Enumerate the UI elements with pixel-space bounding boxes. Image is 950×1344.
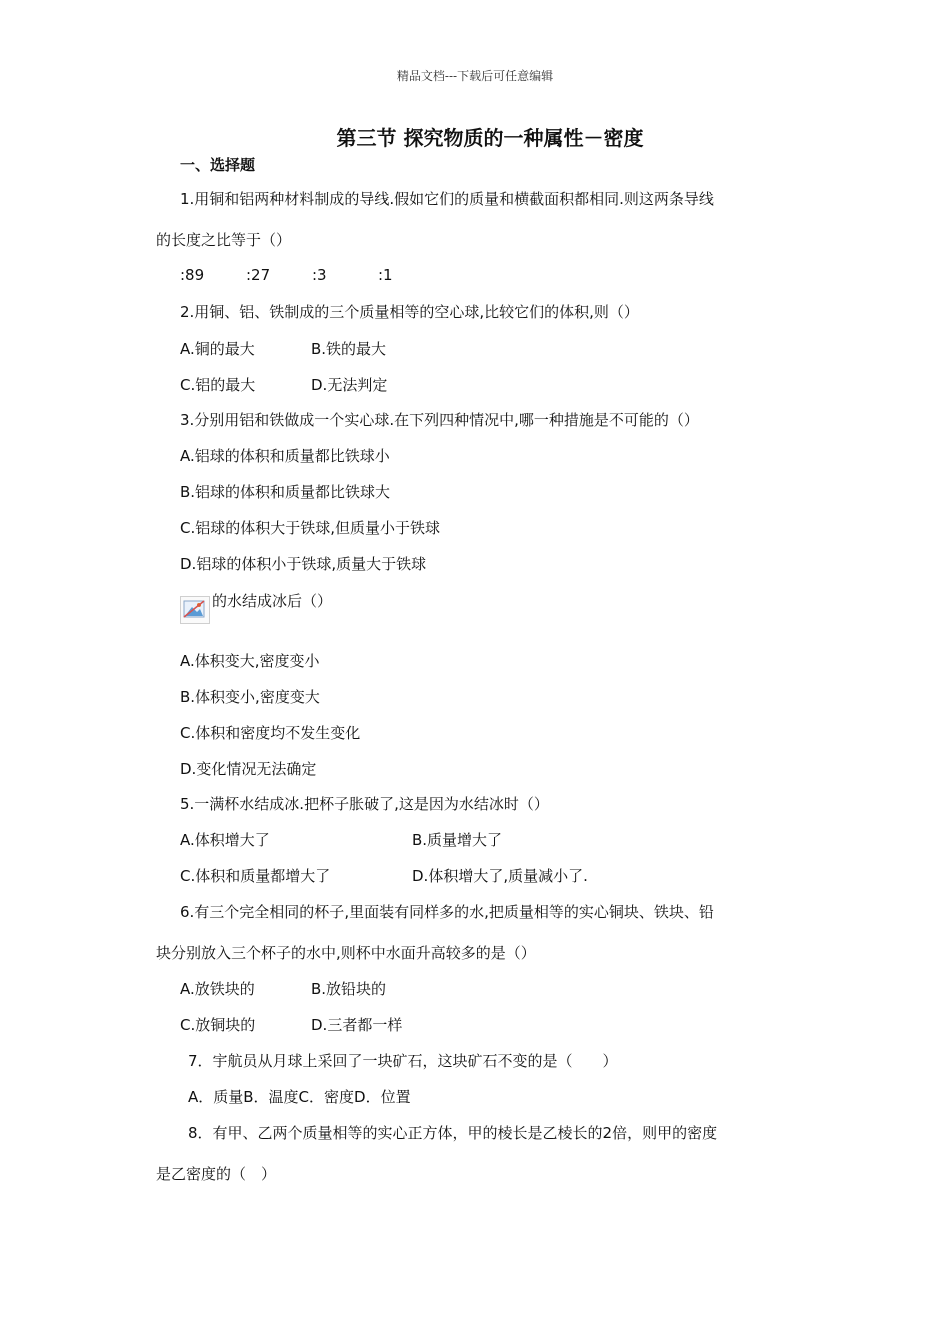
q2-option-b: B.铁的最大 xyxy=(311,340,387,358)
q6-stem-line1: 6.有三个完全相同的杯子,里面装有同样多的水,把质量相等的实心铜块、铁块、铅 xyxy=(180,903,714,921)
section-heading: 一、选择题 xyxy=(180,156,256,174)
broken-image-icon xyxy=(180,596,210,624)
q4-option-c: C.体积和密度均不发生变化 xyxy=(180,724,361,742)
q5-option-a: A.体积增大了 xyxy=(180,831,270,849)
q2-option-a: A.铜的最大 xyxy=(180,340,255,358)
q1-option-d: :1 xyxy=(378,266,393,284)
q6-option-b: B.放铅块的 xyxy=(311,980,387,998)
q4-option-a: A.体积变大,密度变小 xyxy=(180,652,320,670)
q2-option-c: C.铝的最大 xyxy=(180,376,256,394)
q1-stem-line1: 1.用铜和铝两种材料制成的导线.假如它们的质量和横截面积都相同.则这两条导线 xyxy=(180,190,714,208)
q6-option-d: D.三者都一样 xyxy=(311,1016,403,1034)
q2-option-d: D.无法判定 xyxy=(311,376,388,394)
q5-stem: 5.一满杯水结成冰.把杯子胀破了,这是因为水结冰时（） xyxy=(180,795,549,813)
q6-option-c: C.放铜块的 xyxy=(180,1016,256,1034)
page-title: 第三节 探究物质的一种属性－密度 xyxy=(336,126,644,150)
q6-option-a: A.放铁块的 xyxy=(180,980,255,998)
q5-option-c: C.体积和质量都增大了 xyxy=(180,867,331,885)
q4-option-d: D.变化情况无法确定 xyxy=(180,760,317,778)
q8-stem-line2: 是乙密度的（ ） xyxy=(156,1165,277,1183)
q1-option-b: :27 xyxy=(246,266,271,284)
q4-option-b: B.体积变小,密度变大 xyxy=(180,688,320,706)
q4-stem: 的水结成冰后（） xyxy=(212,592,333,610)
q3-option-d: D.铝球的体积小于铁球,质量大于铁球 xyxy=(180,555,427,573)
q3-option-c: C.铝球的体积大于铁球,但质量小于铁球 xyxy=(180,519,441,537)
q1-option-c: :3 xyxy=(312,266,327,284)
q3-option-b: B.铝球的体积和质量都比铁球大 xyxy=(180,483,391,501)
q1-option-a: :89 xyxy=(180,266,205,284)
q7-options: A．质量B．温度C．密度D．位置 xyxy=(188,1088,411,1106)
q2-stem: 2.用铜、铝、铁制成的三个质量相等的空心球,比较它们的体积,则（） xyxy=(180,303,639,321)
q6-stem-line2: 块分别放入三个杯子的水中,则杯中水面升高较多的是（） xyxy=(156,944,536,962)
q3-option-a: A.铝球的体积和质量都比铁球小 xyxy=(180,447,390,465)
q5-option-d: D.体积增大了,质量减小了. xyxy=(412,867,588,885)
q3-stem: 3.分别用铝和铁做成一个实心球.在下列四种情况中,哪一种措施是不可能的（） xyxy=(180,411,699,429)
q1-stem-line2: 的长度之比等于（） xyxy=(156,231,292,249)
q7-stem: 7．宇航员从月球上采回了一块矿石，这块矿石不变的是（ ） xyxy=(188,1052,618,1070)
page-header: 精品文档---下载后可任意编辑 xyxy=(396,69,554,83)
q5-option-b: B.质量增大了 xyxy=(412,831,503,849)
q8-stem-line1: 8．有甲、乙两个质量相等的实心正方体，甲的棱长是乙棱长的2倍，则甲的密度 xyxy=(188,1124,718,1142)
